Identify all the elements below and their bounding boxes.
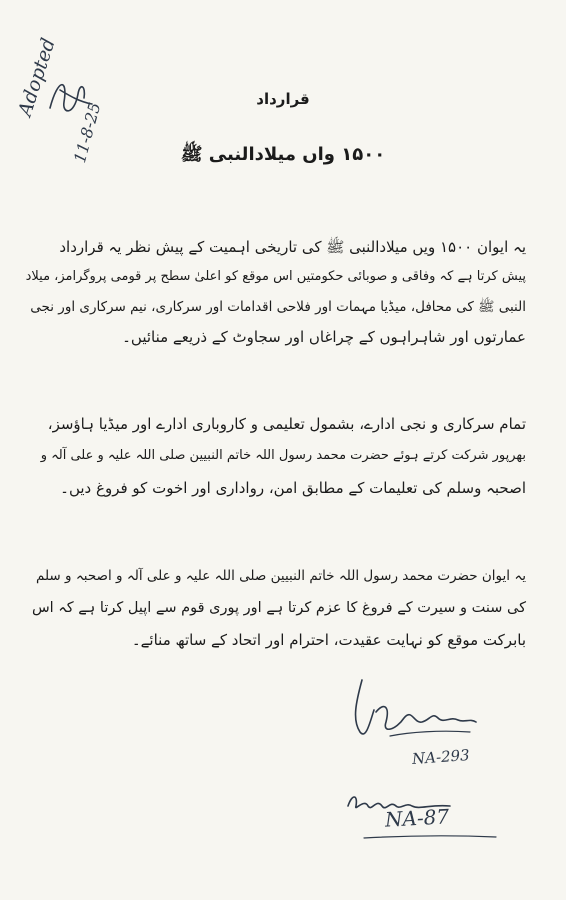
constituency-number: NA-293 bbox=[411, 746, 471, 768]
paragraph-line: تمام سرکاری و نجی ادارے، بشمول تعلیمی و کاروباری ادارے اور میڈیا ہاؤسز، bbox=[47, 415, 526, 433]
paragraph-line: بھرپور شرکت کرتے ہوئے حضرت محمد رسول اللہ خاتم النبیین صلی اللہ علیہ و علی آلہ و bbox=[40, 448, 526, 463]
paragraph-line: پیش کرتا ہے کہ وفاقی و صوبائی حکومتیں اس موقع کو اعلیٰ سطح پر قومی پروگرامز، میلاد bbox=[25, 269, 526, 284]
adopted-annotation: Adopted bbox=[14, 35, 60, 119]
document-title: قرارداد bbox=[256, 90, 310, 108]
paragraph-line: اصحبہ وسلم کی تعلیمات کے مطابق امن، رواداری اور اخوت کو فروغ دیں۔ bbox=[60, 479, 526, 497]
underline-stroke bbox=[360, 832, 500, 842]
signer-number: NA-87 bbox=[384, 804, 450, 832]
paragraph-line: عمارتوں اور شاہراہوں کے چراغاں اور سجاوٹ کے ذریعے منائیں۔ bbox=[122, 328, 526, 346]
mover-signature bbox=[330, 672, 530, 752]
paragraph-line: کی سنت و سیرت کے فروغ کا عزم کرتا ہے اور پوری قوم سے اپیل کرتا ہے کہ اس bbox=[31, 600, 526, 616]
document-subtitle: ۱۵۰۰ واں میلادالنبی ﷺ bbox=[180, 144, 386, 165]
paragraph-line: یہ ایوان حضرت محمد رسول اللہ خاتم النبیین صلی اللہ علیہ و علی آلہ و اصحبہ و سلم bbox=[35, 568, 526, 584]
paragraph-line: النبی ﷺ کی محافل، میڈیا مہمات اور فلاحی اقدامات اور سرکاری، نیم سرکاری اور نجی bbox=[30, 299, 526, 315]
adoption-date: 11-8-25 bbox=[70, 100, 105, 165]
paragraph-line: بابرکت موقع کو نہایت عقیدت، احترام اور اتحاد کے ساتھ منائے۔ bbox=[131, 631, 526, 649]
paragraph-line: یہ ایوان ۱۵۰۰ ویں میلادالنبی ﷺ کی تاریخی اہمیت کے پیش نظر یہ قرارداد bbox=[59, 238, 526, 256]
